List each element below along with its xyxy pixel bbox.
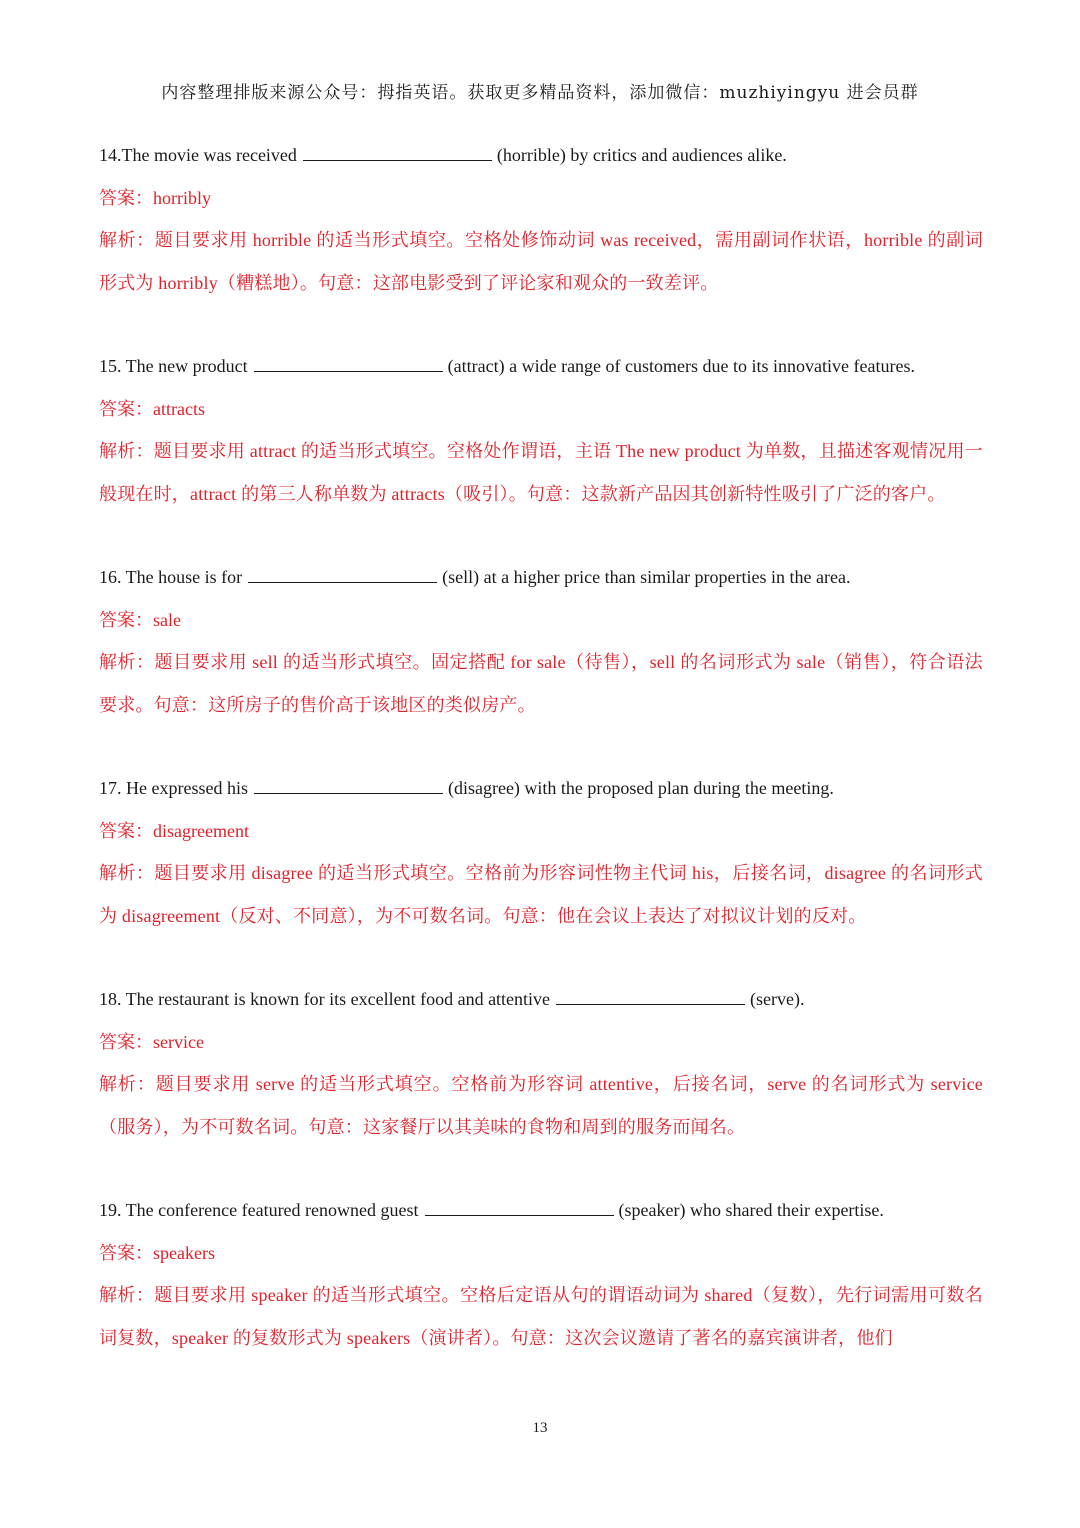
- explanation-text: 解析：题目要求用 disagree 的适当形式填空。空格前为形容词性物主代词 his，后接名词，disagree 的名词形式为 disagreement（反对、不同意），为不可数名词。句意：他在会议上表达了对拟议计划的反对。: [99, 863, 983, 926]
- question-text: [99, 556, 983, 599]
- page-header: 内容整理排版来源公众号：拇指英语。获取更多精品资料，添加微信：muzhiyingyu 进会员群: [161, 83, 919, 103]
- question-16: [99, 556, 983, 726]
- question-stem: 14.The movie was received: [99, 145, 297, 165]
- question-hint: (speaker) who shared their expertise.: [618, 1200, 884, 1220]
- answer-line: 答案：service: [99, 1031, 204, 1052]
- answer-line: 答案：sale: [99, 609, 181, 630]
- explanation-text: 解析：题目要求用 speaker 的适当形式填空。空格后定语从句的谓语动词为 shared（复数），先行词需用可数名词复数，speaker 的复数形式为 speakers（演讲者）。句意：这次会议邀请了著名的嘉宾演讲者，他们: [99, 1285, 983, 1348]
- question-stem: 17. He expressed his: [99, 778, 248, 798]
- answer-blank: [303, 145, 492, 161]
- question-hint: (horrible) by critics and audiences alike.: [496, 145, 787, 165]
- answer-blank: [254, 356, 443, 372]
- answer-line: 答案：attracts: [99, 398, 205, 419]
- question-17: [99, 767, 983, 937]
- question-hint: (attract) a wide range of customers due to its innovative features.: [447, 356, 915, 376]
- explanation-text: 解析：题目要求用 horrible 的适当形式填空。空格处修饰动词 was received，需用副词作状语，horrible 的副词形式为 horribly（糟糕地）。句意：这部电影受到了评论家和观众的一致差评。: [99, 230, 983, 293]
- question-hint: (serve).: [750, 989, 805, 1009]
- question-text: [99, 767, 983, 810]
- question-19: [99, 1189, 983, 1359]
- answer-line: 答案：horribly: [99, 187, 211, 208]
- question-18: [99, 978, 983, 1148]
- answer-blank: [425, 1200, 614, 1216]
- answer-blank: [254, 778, 443, 794]
- question-stem: 16. The house is for: [99, 567, 243, 587]
- question-14: [99, 134, 983, 304]
- question-text: [99, 134, 983, 177]
- question-15: [99, 345, 983, 515]
- answer-blank: [248, 567, 437, 583]
- question-hint: (sell) at a higher price than similar properties in the area.: [442, 567, 851, 587]
- answer-line: 答案：speakers: [99, 1242, 215, 1263]
- page-number: 13: [532, 1420, 548, 1436]
- question-text: [99, 1189, 983, 1232]
- answer-line: 答案：disagreement: [99, 820, 249, 841]
- question-text: [99, 978, 983, 1021]
- explanation-text: 解析：题目要求用 sell 的适当形式填空。固定搭配 for sale（待售），sell 的名词形式为 sale（销售），符合语法要求。句意：这所房子的售价高于该地区的类似房产。: [99, 652, 983, 715]
- explanation-text: 解析：题目要求用 serve 的适当形式填空。空格前为形容词 attentive，后接名词，serve 的名词形式为 service（服务），为不可数名词。句意：这家餐厅以其美味的食物和周到的服务而闻名。: [99, 1074, 983, 1137]
- question-hint: (disagree) with the proposed plan during the meeting.: [447, 778, 834, 798]
- question-text: [99, 345, 983, 388]
- question-list: [99, 134, 983, 1400]
- answer-blank: [556, 989, 745, 1005]
- question-stem: 18. The restaurant is known for its excellent food and attentive: [99, 989, 551, 1009]
- question-stem: 19. The conference featured renowned guest: [99, 1200, 419, 1220]
- question-stem: 15. The new product: [99, 356, 248, 376]
- explanation-text: 解析：题目要求用 attract 的适当形式填空。空格处作谓语，主语 The new product 为单数，且描述客观情况用一般现在时，attract 的第三人称单数为 attracts（吸引）。句意：这款新产品因其创新特性吸引了广泛的客户。: [99, 441, 983, 504]
